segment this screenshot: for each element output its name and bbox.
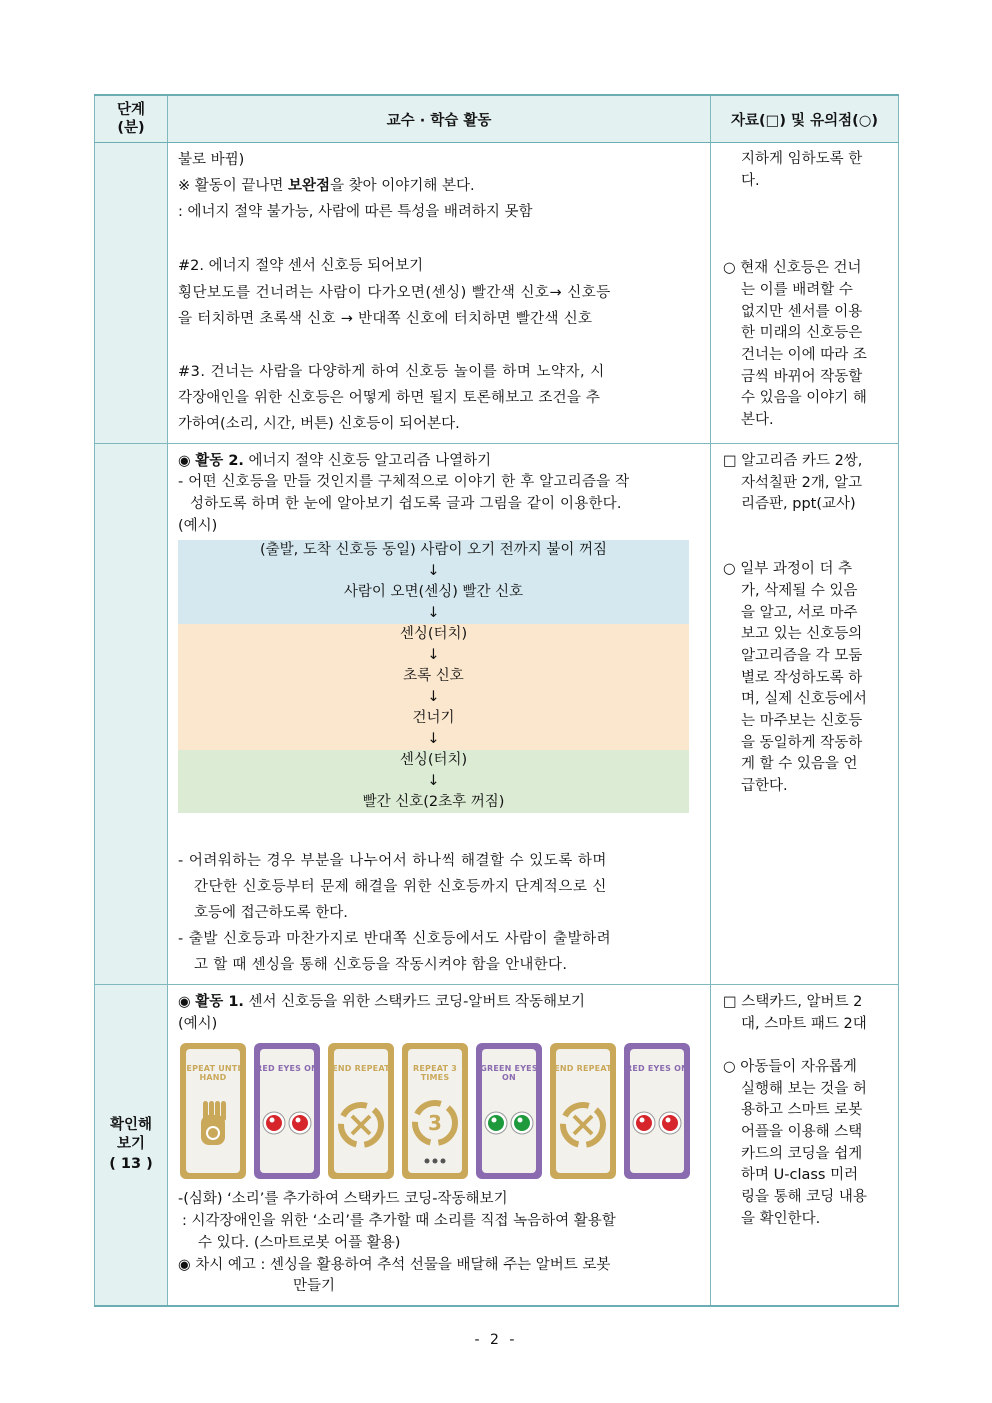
red-eye-icon xyxy=(292,1115,308,1131)
card-label: RED EYES ON xyxy=(255,1064,319,1073)
activity-number: 활동 2. xyxy=(195,453,244,469)
note-line: 는 마주보는 신호등 xyxy=(741,713,863,729)
table-row xyxy=(95,444,899,985)
header-materials: 자료(□) 및 유의점(○) xyxy=(711,95,899,143)
text-line: - 어떤 신호등을 만들 것인지를 구체적으로 이야기 한 후 알고리즘을 작 xyxy=(178,474,630,490)
card-graphic xyxy=(624,1043,690,1179)
note-line: 어플을 이용해 스택 xyxy=(741,1124,863,1140)
red-eye-icon xyxy=(662,1115,678,1131)
note-line: 을 알고, 서로 마주 xyxy=(741,605,858,621)
flow-arrow: ↓ xyxy=(427,647,440,663)
flow-arrow: ↓ xyxy=(427,689,440,705)
card-graphic xyxy=(328,1043,394,1179)
note-line: 링을 통해 코딩 내용 xyxy=(741,1189,867,1205)
note-line: 다. xyxy=(741,173,760,189)
dot-icon xyxy=(425,1159,430,1164)
flow-arrow: ↓ xyxy=(427,563,440,579)
text-line: ◉ 차시 예고 : 센싱을 활용하여 추석 선물을 배달해 주는 알버트 로봇 xyxy=(178,1257,611,1273)
text-line: 만들기 xyxy=(293,1278,336,1294)
activity-cell xyxy=(168,985,711,1307)
stage-cell-empty xyxy=(95,444,168,985)
card-graphic xyxy=(476,1043,542,1179)
stage-cell-empty xyxy=(95,143,168,444)
text-line: - 어려워하는 경우 부분을 나누어서 하나씩 해결할 수 있도록 하며 xyxy=(178,853,607,869)
flow-step: 센싱(터치) xyxy=(399,752,468,768)
activity-title xyxy=(178,995,585,1010)
text-line: : 시각장애인을 위한 ‘소리’를 추가할 때 소리를 직접 녹음하여 활용할 xyxy=(182,1213,616,1229)
note-line: 급한다. xyxy=(741,778,788,794)
text-line: 고 할 때 센싱을 통해 신호등을 작동시켜야 함을 안내한다. xyxy=(194,957,568,973)
card-label: REPEAT 3 TIMES xyxy=(413,1064,457,1082)
table-row xyxy=(95,985,899,1307)
card-graphic xyxy=(180,1043,246,1179)
stage-name-line: 보기 xyxy=(116,1136,145,1153)
activity-name: 에너지 절약 신호등 알고리즘 나열하기 xyxy=(248,453,492,469)
note-line: □ 알고리즘 카드 2쌍, xyxy=(723,453,863,469)
stack-card xyxy=(476,1043,542,1179)
card-graphic xyxy=(402,1043,468,1179)
bold-word: 보완점 xyxy=(288,178,331,194)
eye-highlight xyxy=(518,1118,523,1123)
text-line: ※ 활동이 끝나면 보완점을 찾아 이야기해 본다. xyxy=(178,178,475,194)
flow-step: 사람이 오면(센싱) 빨간 신호 xyxy=(343,584,524,600)
text-line: 가하여(소리, 시간, 버튼) 신호등이 되어본다. xyxy=(178,416,460,432)
bullet-icon: ◉ xyxy=(178,994,191,1010)
note-line: 하며 U-class 미러 xyxy=(741,1167,859,1183)
note-line: 게 할 수 있음을 언 xyxy=(741,756,858,772)
text-line: 을 터치하면 초록색 신호 → 반대쪽 신호에 터치하면 빨간색 신호 xyxy=(178,311,593,327)
hand-finger-icon xyxy=(203,1101,208,1121)
stack-card xyxy=(254,1043,320,1179)
hand-finger-icon xyxy=(221,1101,226,1121)
flow-section-orange xyxy=(178,624,689,750)
eye-highlight xyxy=(666,1118,671,1123)
text-line: 성하도록 하며 한 눈에 알아보기 쉽도록 글과 그림을 같이 이용한다. xyxy=(190,496,622,512)
stack-card xyxy=(180,1043,246,1179)
flow-section-green xyxy=(178,750,689,813)
text-line: -(심화) ‘소리’를 추가하여 스택카드 코딩-작동해보기 xyxy=(178,1191,508,1207)
lesson-plan-table xyxy=(94,94,899,1307)
text-line: #3. 건너는 사람을 다양하게 하여 신호등 놀이를 하며 노약자, 시 xyxy=(178,364,605,380)
text-line: - 출발 신호등과 마찬가지로 반대쪽 신호등에서도 사람이 출발하려 xyxy=(178,931,612,947)
note-line: 알고리즘을 각 모둠 xyxy=(741,648,863,664)
table-row xyxy=(95,143,899,444)
materials-cell xyxy=(711,143,899,444)
stack-card xyxy=(624,1043,690,1179)
stage-minutes: ( 13 ) xyxy=(109,1155,153,1172)
table-header-row xyxy=(95,95,899,143)
red-eye-icon xyxy=(266,1115,282,1131)
activity-title xyxy=(178,454,491,469)
text-line: 간단한 신호등부터 문제 해결을 위한 신호등까지 단계적으로 신 xyxy=(194,879,607,895)
flow-step: (출발, 도착 신호등 동일) 사람이 오기 전까지 불이 꺼짐 xyxy=(260,542,607,558)
text-line: 불로 바뀜) xyxy=(178,152,245,168)
note-line: ○ 현재 신호등은 건너 xyxy=(723,260,862,276)
note-line: ○ 일부 과정이 더 추 xyxy=(723,561,853,577)
header-activity: 교수 · 학습 활동 xyxy=(168,95,711,143)
activity-cell xyxy=(168,143,711,444)
flow-arrow: ↓ xyxy=(427,773,440,789)
page-number: - 2 - xyxy=(474,1332,518,1348)
note-line: 금씩 바뀌어 작동할 xyxy=(741,369,863,385)
note-line: 본다. xyxy=(741,412,774,428)
card-label: END REPEAT xyxy=(332,1064,390,1073)
flow-arrow: ↓ xyxy=(427,731,440,747)
text-line: 각장애인을 위한 신호등은 어떻게 하면 될지 토론해보고 조건을 추 xyxy=(178,390,601,406)
activity-number: 활동 1. xyxy=(195,994,244,1010)
note-line: 지하게 임하도록 한 xyxy=(741,151,863,167)
card-graphic xyxy=(550,1043,616,1179)
eye-highlight xyxy=(640,1118,645,1123)
activity-cell xyxy=(168,444,711,985)
eye-highlight xyxy=(492,1118,497,1123)
text-line: : 에너지 절약 불가능, 사람에 따른 특성을 배려하지 못함 xyxy=(178,204,533,220)
note-line: 는 이를 배려할 수 xyxy=(741,282,853,298)
eye-highlight xyxy=(270,1118,275,1123)
note-line: 별로 작성하도록 하 xyxy=(741,670,863,686)
flow-arrow: ↓ xyxy=(427,605,440,621)
card-graphic xyxy=(254,1043,320,1179)
note-line: 대, 스마트 패드 2대 xyxy=(741,1016,867,1032)
green-eye-icon xyxy=(488,1115,504,1131)
flow-step: 건너기 xyxy=(412,710,455,726)
materials-cell xyxy=(711,985,899,1307)
text-line: 수 있다. (스마트로봇 어플 활용) xyxy=(198,1235,401,1251)
note-line: 없지만 센서를 이용 xyxy=(741,304,863,320)
hand-finger-icon xyxy=(209,1101,214,1121)
note-line: 리즘판, ppt(교사) xyxy=(741,496,856,512)
flow-step: 빨간 신호(2초후 꺼짐) xyxy=(362,794,505,810)
stack-card xyxy=(328,1043,394,1179)
materials-cell xyxy=(711,444,899,985)
stack-cards xyxy=(180,1043,690,1179)
note-line: 며, 실제 신호등에서 xyxy=(741,691,867,707)
flow-step: 초록 신호 xyxy=(403,668,464,684)
note-line: 한 미래의 신호등은 xyxy=(741,325,863,341)
note-line: 보고 있는 신호등의 xyxy=(741,626,863,642)
stage-name-line: 확인해 xyxy=(109,1116,153,1133)
card-label: GREEN EYES ON xyxy=(480,1064,538,1082)
text-line: 호등에 접근하도록 한다. xyxy=(194,905,348,921)
dot-icon xyxy=(441,1159,446,1164)
red-eye-icon xyxy=(636,1115,652,1131)
bullet-icon: ◉ xyxy=(178,453,191,469)
note-line: 실행해 보는 것을 허 xyxy=(741,1081,867,1097)
note-line: 용하고 스마트 로봇 xyxy=(741,1102,863,1118)
header-stage: 단계 (분) xyxy=(95,95,168,143)
hand-finger-icon xyxy=(215,1101,220,1121)
algorithm-flowchart xyxy=(178,540,689,813)
note-line: 을 확인한다. xyxy=(741,1211,821,1227)
note-line: 자석칠판 2개, 알고 xyxy=(741,475,863,491)
stack-card xyxy=(550,1043,616,1179)
note-line: 카드의 코딩을 쉽게 xyxy=(741,1146,863,1162)
flow-section-blue xyxy=(178,540,689,624)
note-line: 건너는 이에 따라 조 xyxy=(741,347,867,363)
text-line: (예시) xyxy=(178,1016,218,1032)
note-line: 가, 삭제될 수 있음 xyxy=(741,583,858,599)
green-eye-icon xyxy=(514,1115,530,1131)
note-line: ○ 아동들이 자유롭게 xyxy=(723,1059,857,1075)
flow-step: 센싱(터치) xyxy=(399,626,468,642)
stack-card xyxy=(402,1043,468,1179)
text-line: 횡단보도를 건너려는 사람이 다가오면(센싱) 빨간색 신호→ 신호등 xyxy=(178,285,611,301)
text-line: (예시) xyxy=(178,518,218,534)
card-label: END REPEAT xyxy=(554,1064,612,1073)
text-line: #2. 에너지 절약 센서 신호등 되어보기 xyxy=(178,258,424,274)
eye-highlight xyxy=(296,1118,301,1123)
note-line: 수 있음을 이야기 해 xyxy=(741,390,867,406)
card-label: RED EYES ON xyxy=(625,1064,689,1073)
dot-icon xyxy=(433,1159,438,1164)
stage-cell xyxy=(95,985,168,1307)
note-line: 을 동일하게 작동하 xyxy=(741,735,863,751)
activity-name: 센서 신호등을 위한 스택카드 코딩-알버트 작동해보기 xyxy=(248,994,585,1010)
note-line: □ 스택카드, 알버트 2 xyxy=(723,994,863,1010)
repeat-count: 3 xyxy=(428,1111,442,1135)
card-label: REPEAT UNTIL HAND xyxy=(180,1064,246,1082)
